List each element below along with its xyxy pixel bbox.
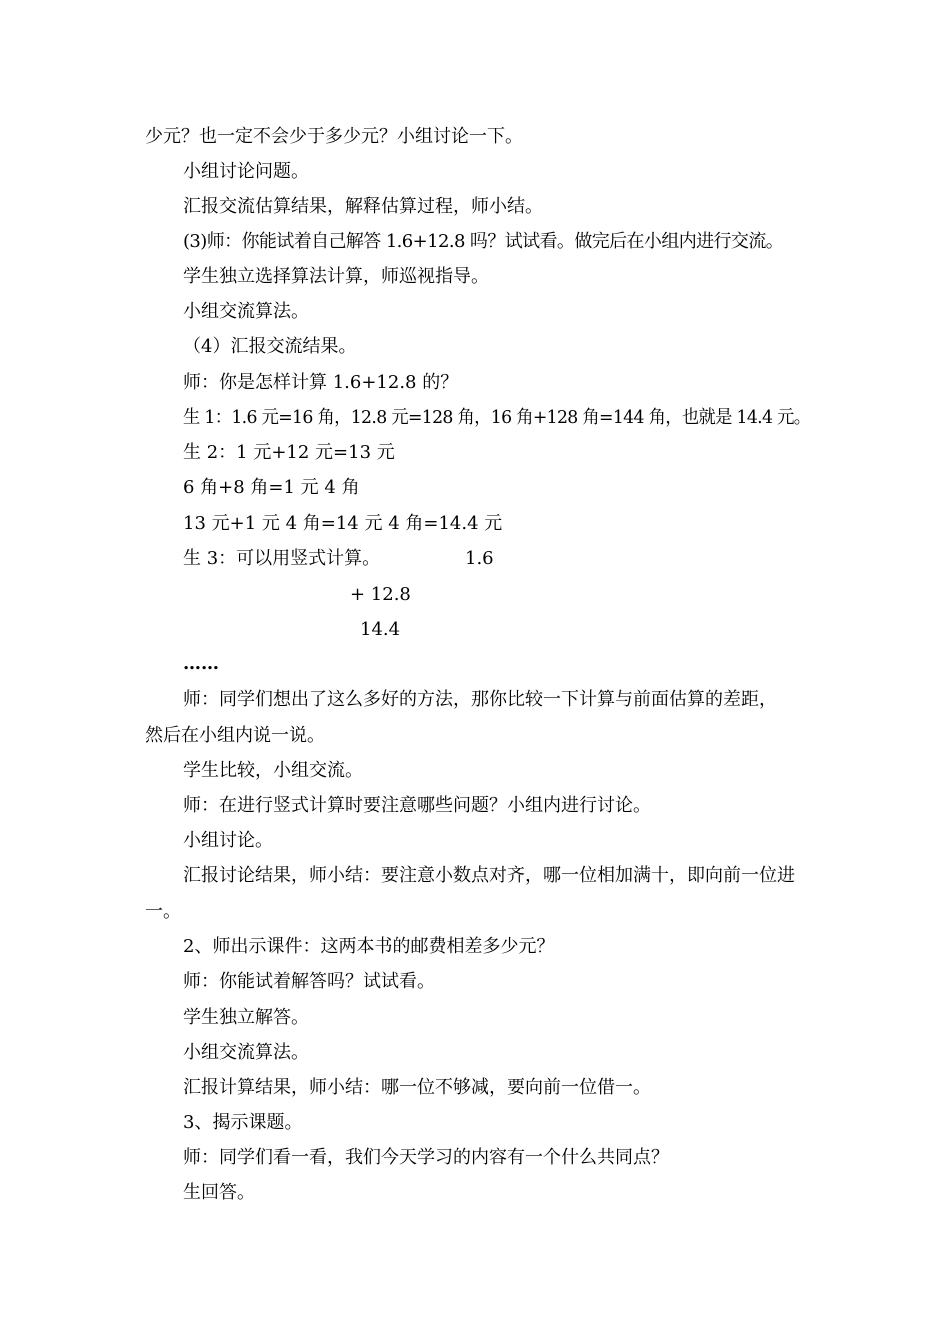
vertical-calc-addend-2: + 12.8 — [350, 584, 411, 605]
text-line: 学生独立解答。 — [183, 1007, 309, 1028]
text-line: 13 元+1 元 4 角=14 元 4 角=14.4 元 — [183, 513, 503, 534]
text-line: 生 3：可以用竖式计算。 — [183, 548, 381, 569]
text-line: 生回答。 — [183, 1182, 255, 1203]
text-line: 师：同学们想出了这么多好的方法，那你比较一下计算与前面估算的差距， — [183, 689, 777, 710]
text-line: 学生独立选择算法计算，师巡视指导。 — [183, 266, 489, 287]
text-line: 一。 — [145, 901, 181, 922]
text-line: 然后在小组内说一说。 — [145, 725, 325, 746]
text-line: 师：你能试着解答吗？试试看。 — [183, 971, 435, 992]
vertical-calc-sum: 14.4 — [360, 619, 401, 640]
text-line: 师：同学们看一看，我们今天学习的内容有一个什么共同点？ — [183, 1147, 669, 1168]
text-line: （4）汇报交流结果。 — [183, 336, 357, 357]
text-line: 小组交流算法。 — [183, 1042, 309, 1063]
text-line: 3、揭示课题。 — [183, 1112, 303, 1133]
text-line: 汇报计算结果，师小结：哪一位不够减，要向前一位借一。 — [183, 1077, 651, 1098]
text-line: 生 2：1 元+12 元=13 元 — [183, 442, 395, 463]
text-line: 师：在进行竖式计算时要注意哪些问题？小组内进行讨论。 — [183, 795, 651, 816]
text-line: 少元？也一定不会少于多少元？小组讨论一下。 — [145, 126, 523, 147]
text-line: 生 1：1.6 元=16 角，12.8 元=128 角，16 角+128 角=144 角，也就是 14.4 元。 — [183, 407, 811, 428]
text-line: 6 角+8 角=1 元 4 角 — [183, 477, 360, 498]
text-line: 汇报讨论结果，师小结：要注意小数点对齐，哪一位相加满十，即向前一位进 — [183, 865, 795, 886]
ellipsis: …… — [183, 653, 219, 674]
text-line: 小组交流算法。 — [183, 301, 309, 322]
text-line: 师：你是怎样计算 1.6+12.8 的？ — [183, 372, 459, 393]
vertical-calc-addend-1: 1.6 — [465, 548, 494, 569]
text-line: 小组讨论问题。 — [183, 161, 309, 182]
text-line: 汇报交流估算结果，解释估算过程，师小结。 — [183, 196, 543, 217]
text-line: 学生比较，小组交流。 — [183, 760, 363, 781]
text-line: 2、师出示课件：这两本书的邮费相差多少元？ — [183, 936, 555, 957]
text-line: 小组讨论。 — [183, 830, 273, 851]
text-line: (3)师：你能试着自己解答 1.6+12.8 吗？试试看。做完后在小组内进行交流。 — [183, 231, 784, 252]
